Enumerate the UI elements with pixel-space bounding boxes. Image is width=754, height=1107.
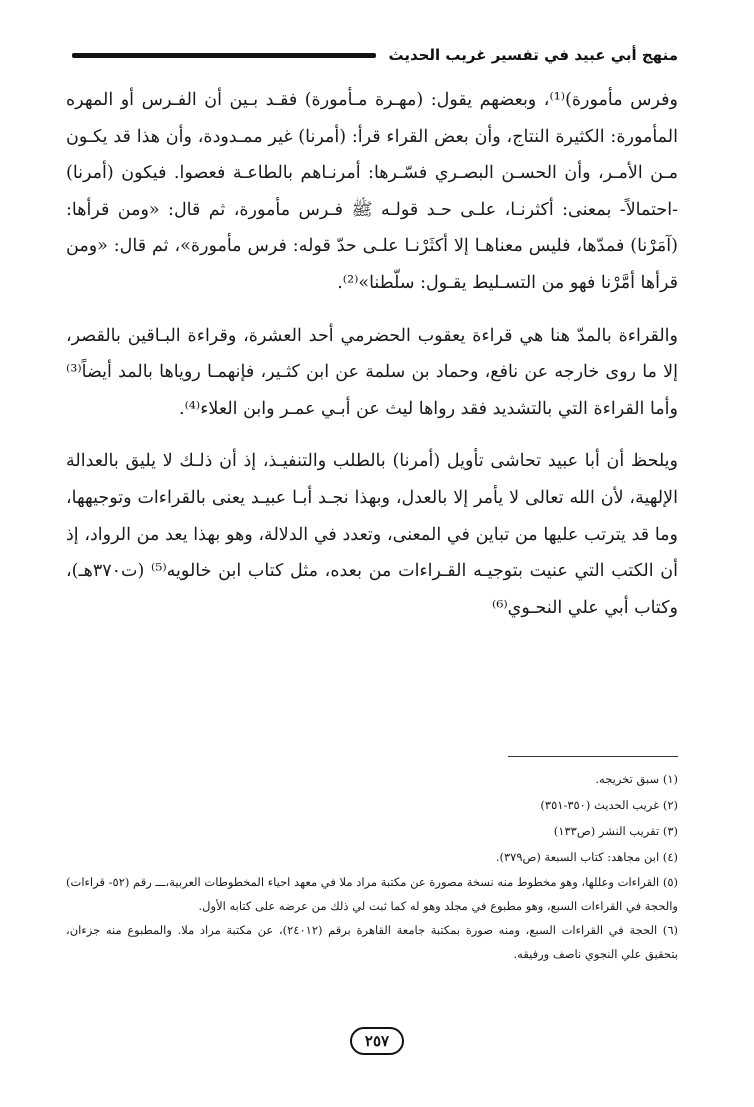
header-title: منهج أبي عبيد في تفسير غريب الحديث xyxy=(388,46,678,64)
footnote-4: (٤) ابن مجاهد: كتاب السبعة (ص٣٧٩). xyxy=(495,850,678,864)
main-text xyxy=(66,82,678,626)
footnote-1: (١) سبق تخريجه. xyxy=(595,772,678,786)
running-header xyxy=(72,40,678,70)
paragraph-3: ويلحظ أن أبا عبيد تحاشى تأويل (أمرنا) بالطلب والتنفيـذ، إذ أن ذلـك لا يليق بالعدالة الإلهية، لأن الله تعالى لا يأمر إلا بالعدل، وبهذا نجـد أبـا عبيـد يعنى بالقراءات وتوجيهها، وما قد يترتب عليها من تباين في المعنى، وتعدد في الدلالة، وهو بهذا يعد من الرواد، إذ أن الكتب التي عنيت بتوجيـه القـراءات من بعده، مثل كتاب ابن خالويه⁽⁵⁾ (ت٣٧٠هـ)، وكتاب أبي علي النحـوي⁽⁶⁾ xyxy=(66,451,678,618)
footnote-2: (٢) غريب الحديث (٣٥٠-٣٥١) xyxy=(540,798,678,812)
page-number: ٢٥٧ xyxy=(350,1027,404,1055)
paragraph-2: والقراءة بالمدّ هنا هي قراءة يعقوب الحضرمي أحد العشرة، وقراءة البـاقين بالقصر، إلا ما روى خارجه عن نافع، وحماد بن سلمة عن ابن كثـير، فإنهمـا روياها بالمد أيضاً⁽³⁾ وأما القراءة التي بالتشديد فقد رواها ليث عن أبـي عمـر وابن العلاء⁽⁴⁾. xyxy=(66,325,678,419)
footnote-5: (٥) القراءات وعللها، وهو مخطوط منه نسخة مصورة عن مكتبة مراد ملا في معهد احياء المخطوطات العربية،ـــ رقم (٥٢- قراءات) والحجة في القراءات السبع، وهو مطبوع في مجلد وهو له كما ثبت لي ذلك من عرضه على كتابه الأول. xyxy=(66,875,679,913)
footnotes xyxy=(66,766,678,966)
header-rule xyxy=(72,53,376,58)
paragraph-1: وفرس مأمورة)⁽¹⁾، وبعضهم يقول: (مهـرة مـأمورة) فقـد بـين أن الفـرس أو المهره المأمورة: الكثيرة النتاج، وأن بعض القراء قرأ: (أمرنا) غير ممـدودة، وأن هذا قد يكـون مـن الأمـر، وأن الحسـن البصـري فسّـرها: أمرنـاهم بالطاعـة فعصوا. فيكون (أمرنا) -احتمالاً- بمعنى: أكثرنـا، علـى حـد قولـه ﷺ فـرس مأمورة، ثم قال: «ومن قرأها: (آمَرْنا) فمدّها، فليس معناهـا إلا أكثَرْنـا علـى حدّ قوله: فرس مأمورة»، ثم قال: «ومن قرأها أمَّرْنا فهو من التسـليط يقـول: سلّطنا»⁽²⁾. xyxy=(66,90,678,293)
footnote-3: (٣) تقريب النشر (ص١٣٣) xyxy=(553,824,678,838)
footnote-separator xyxy=(508,756,678,757)
footnote-6: (٦) الحجة في القراءات السبع، ومنه صورة بمكتبة جامعة القاهرة برقم (٢٤٠١٢)، عن مكتبة مراد ملا. والمطبوع منه جزءان، بتحقيق علي النجوي ناصف ورفيقه. xyxy=(66,923,678,961)
